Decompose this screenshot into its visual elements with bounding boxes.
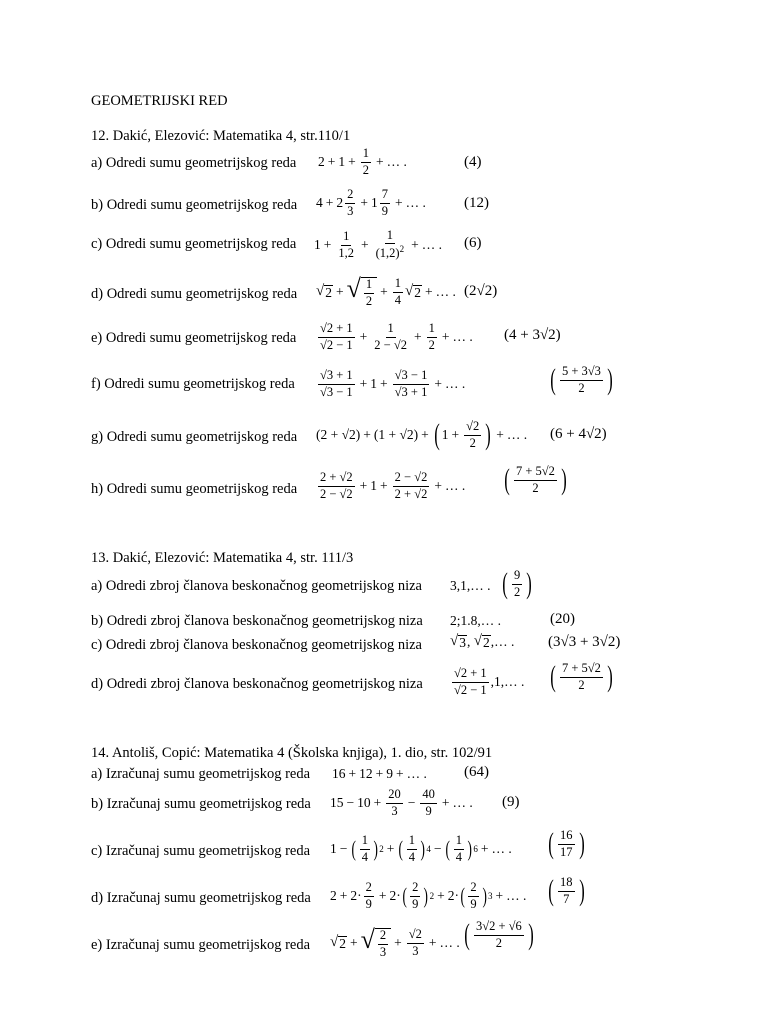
task-12h-expression: $\frac{2 + √2}{2 - √2}$ + 1 + $\frac{2 - √2}{2 + √2}$ + … . <box>320 469 466 501</box>
task-14d-label: d) Izračunaj sumu geometrijskog reda <box>91 890 311 906</box>
task-12d-label: d) Odredi sumu geometrijskog reda <box>91 286 298 302</box>
task-12e-label: e) Odredi sumu geometrijskog reda <box>91 330 297 346</box>
task-13b-expression: 2;1.8,… . <box>450 613 502 628</box>
task-12b-expression: 4 + 2 $\frac{2}{3}$ + 1 $\frac{7}{9}$ + … . <box>316 186 426 218</box>
task-13b-label: b) Odredi zbroj članova beskonačnog geometrijskog niza <box>91 613 423 629</box>
task-12h-answer: ( $\frac{7 + 5√2}{2}$ ) <box>504 463 567 497</box>
task-14a-label: a) Izračunaj sumu geometrijskog reda <box>91 766 311 782</box>
task-12f-expression: $\frac{√3 + 1}{√3 - 1}$ + 1 + $\frac{√3 - 1}{√3 + 1}$ + … . <box>320 367 466 399</box>
task-12g-label: g) Odredi sumu geometrijskog reda <box>91 429 298 445</box>
task-12c-answer: (6) <box>464 235 482 251</box>
task-13a-answer: ( $\frac{9}{2}$ ) <box>502 567 532 601</box>
task-12a-label: a) Odredi sumu geometrijskog reda <box>91 155 297 171</box>
task-13b-answer: (20) <box>550 611 575 627</box>
section-14-heading: 14. Antoliš, Copić: Matematika 4 (Školska knjiga), 1. dio, str. 102/91 <box>91 745 493 761</box>
section-12-heading: 12. Dakić, Elezović: Matematika 4, str.110/1 <box>91 128 351 144</box>
task-14e-answer: ( $\frac{3√2 + √6}{2}$ ) <box>464 918 534 952</box>
task-12a-expression: 2 + 1 + $\frac{1}{2}$ + … . <box>318 145 407 177</box>
task-12d-expression: √ 2 + √ $\frac{1}{2}$ + $\frac{1}{4}$ √ 2 + … . <box>316 273 456 308</box>
task-13c-label: c) Odredi zbroj članova beskonačnog geometrijskog niza <box>91 637 422 653</box>
task-12e-expression: $\frac{√2 + 1}{√2 - 1}$ + $\frac{1}{2 - √2}$ + $\frac{1}{2}$ + … . <box>320 320 473 352</box>
task-12f-answer: ( $\frac{5 + 3√3}{2}$ ) <box>550 363 613 397</box>
task-13a-label: a) Odredi zbroj članova beskonačnog geometrijskog niza <box>91 578 422 594</box>
task-12g-expression: (2 + √2) + (1 + √2) + ( 1 + $\frac{√2}{2}$ ) + … . <box>316 418 528 451</box>
task-12f-label: f) Odredi sumu geometrijskog reda <box>91 376 295 392</box>
task-14d-expression: 2 + 2· $\frac{2}{9}$ + 2· ( $\frac{2}{9}$ ) 2 + 2· ( $\frac{2}{9}$ ) 3 + … . <box>330 879 527 911</box>
task-12c-label: c) Odredi sumu geometrijskog reda <box>91 236 297 252</box>
task-14e-label: e) Izračunaj sumu geometrijskog reda <box>91 937 311 953</box>
task-14b-answer: (9) <box>502 794 520 810</box>
task-12b-answer: (12) <box>464 195 489 211</box>
task-13a-expression: 3,1,… . <box>450 578 491 593</box>
task-14c-answer: ( $\frac{16}{17}$ ) <box>548 827 585 861</box>
task-14a-answer: (64) <box>464 764 489 780</box>
task-13d-label: d) Odredi zbroj članova beskonačnog geometrijskog niza <box>91 676 423 692</box>
task-14a-expression: 16 + 12 + 9 + … . <box>332 766 427 781</box>
task-13c-expression: √ 3 , √ 2 ,… . <box>450 633 515 650</box>
section-13-heading: 13. Dakić, Elezović: Matematika 4, str. 111/3 <box>91 550 354 566</box>
task-12g-answer: (6 + 4√2) <box>550 426 607 442</box>
task-12b-label: b) Odredi sumu geometrijskog reda <box>91 197 298 213</box>
task-12a-answer: (4) <box>464 154 482 170</box>
task-14c-expression: 1 − ( $\frac{1}{4}$ ) 2 + ( $\frac{1}{4}$ ) 4 − ( $\frac{1}{4}$ ) 6 + … . <box>330 832 512 864</box>
task-12e-answer: (4 + 3√2) <box>504 327 561 343</box>
document-title: GEOMETRIJSKI RED <box>91 93 228 109</box>
task-13d-answer: ( $\frac{7 + 5√2}{2}$ ) <box>550 660 613 694</box>
task-12h-label: h) Odredi sumu geometrijskog reda <box>91 481 298 497</box>
task-13d-expression: $\frac{√2 + 1}{√2 - 1}$ ,1,… . <box>454 665 525 697</box>
task-13c-answer: (3√3 + 3√2) <box>548 634 621 650</box>
task-14c-label: c) Izračunaj sumu geometrijskog reda <box>91 843 311 859</box>
task-14e-expression: √ 2 + √ $\frac{2}{3}$ + $\frac{√2}{3}$ + … . <box>330 924 460 959</box>
task-12d-answer: (2√2) <box>464 283 498 299</box>
task-14b-expression: 15 − 10 + $\frac{20}{3}$ − $\frac{40}{9}$ + … . <box>330 786 473 818</box>
task-14b-label: b) Izračunaj sumu geometrijskog reda <box>91 796 311 812</box>
task-12c-expression: 1 + $\frac{1}{1,2}$ + $\frac{1}{(1,2)^2}$ + … . <box>314 227 442 261</box>
task-14d-answer: ( $\frac{18}{7}$ ) <box>548 874 585 908</box>
